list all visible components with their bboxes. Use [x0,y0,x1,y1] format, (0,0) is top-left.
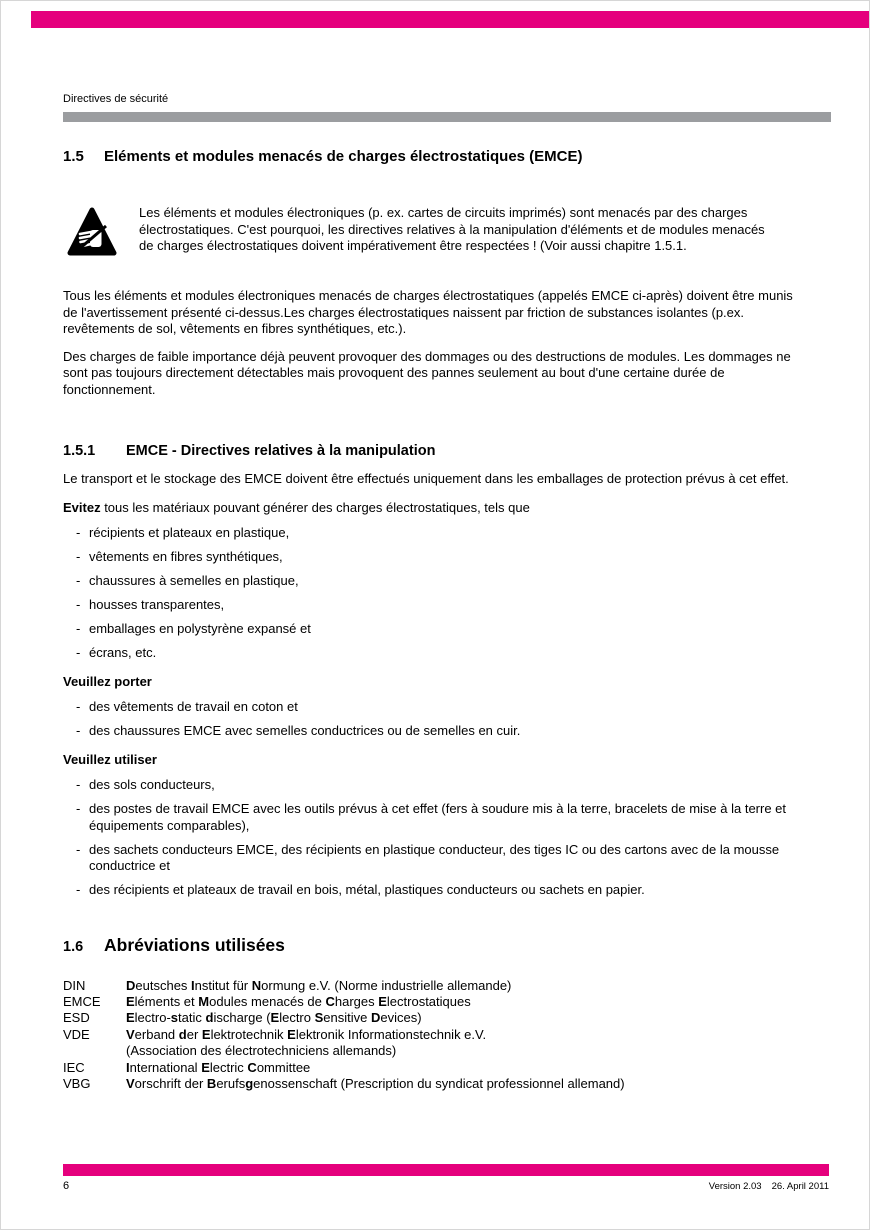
abbreviation-row [63,1010,831,1026]
wear-list [63,699,831,740]
section-title: EMCE - Directives relatives à la manipulation [126,443,436,459]
list-dash: - [76,841,81,857]
running-header: Directives de sécurité [63,93,169,105]
abbreviation-row [63,994,831,1010]
list-item-text: housses transparentes, [89,597,225,612]
abbreviation-row [63,1076,831,1092]
use-list [63,777,831,899]
abbreviation-row [63,1027,831,1043]
list-item [63,597,831,614]
abbreviation-row [63,978,831,994]
abbreviation-row [63,1043,831,1059]
abbreviation-term: DIN [63,977,86,993]
warning-text: Les éléments et modules électroniques (p. ex. cartes de circuits imprimés) sont menacés par des charges électrostatiques. C'est pourquoi, les directives relatives à la manipulation d'éléments et de modules menacés de charges électrostatiques doivent impérativement être respectées ! (Voir aussi chapitre 1.5.1. [139,205,765,253]
version-info [709,1181,829,1192]
avoid-lead: Evitez tous les matériaux pouvant générer des charges électrostatiques, tels que [63,499,530,515]
abbreviation-term: EMCE [63,993,101,1009]
esd-warning-block [63,205,831,259]
abbreviation-term: IEC [63,1059,85,1075]
list-item [63,645,831,662]
list-item-text: écrans, etc. [89,645,157,660]
wear-lead: Veuillez porter [63,673,152,689]
abbreviation-definition: Eléments et Modules menacés de Charges Electrostatiques [126,993,471,1009]
section-number: 1.5.1 [63,443,96,459]
paragraph-esd-intro: Tous les éléments et modules électroniques menacés de charges électrostatiques (appelés EMCE ci-après) doivent être munis de l'avertissement présenté ci-dessus.Les charges électrostatiques naissent par friction de substances isolantes (p.ex. revêtements de sol, vêtements en fibres synthétiques, etc.). [63,288,793,336]
list-dash: - [76,549,81,564]
abbreviation-term: VDE [63,1026,90,1042]
abbreviation-definition: (Association des électrotechniciens allemands) [126,1043,397,1059]
section-1-5-heading [63,148,831,166]
list-dash: - [76,573,81,588]
list-dash: - [76,699,81,714]
list-dash: - [76,597,81,612]
list-item [63,621,831,638]
paragraph-transport: Le transport et le stockage des EMCE doivent être effectués uniquement dans les emballages de protection prévus à cet effet. [63,471,789,486]
section-title: Eléments et modules menacés de charges électrostatiques (EMCE) [104,148,583,165]
list-dash: - [76,801,81,816]
abbreviation-term: VBG [63,1075,91,1091]
abbreviation-definition: Electro-static discharge (Electro Sensitive Devices) [126,1010,422,1026]
list-item-text: récipients et plateaux en plastique, [89,525,290,540]
abbreviation-definition: International Electric Committee [126,1059,311,1075]
list-item [63,842,831,875]
section-number: 1.6 [63,938,84,955]
list-item-text: des sols conducteurs, [89,777,215,792]
abbreviation-definition: Deutsches Institut für Normung e.V. (Norme industrielle allemande) [126,977,512,993]
list-item [63,801,831,834]
list-dash: - [76,777,81,792]
list-item-text: des chaussures EMCE avec semelles conductrices ou de semelles en cuir. [89,723,521,738]
list-item-text: vêtements en fibres synthétiques, [89,549,283,564]
use-lead: Veuillez utiliser [63,751,157,767]
page-number: 6 [63,1180,70,1192]
esd-warning-icon [67,205,117,259]
version-date: 26. April 2011 [771,1181,829,1192]
list-item [63,525,831,542]
list-item [63,699,831,716]
list-item-text: des sachets conducteurs EMCE, des récipients en plastique conducteur, des tiges IC ou des cartons avec de la mousse conductrice et [89,841,780,873]
header-rule [63,112,831,122]
section-1-6-heading [63,935,831,956]
paragraph-esd-damage: Des charges de faible importance déjà peuvent provoquer des dommages ou des destructions de modules. Les dommages ne sont pas toujours directement détectables mais provoquent des pannes seulement au bout d'une certaine durée de fonctionnement. [63,348,791,397]
list-dash: - [76,525,81,540]
list-dash: - [76,723,81,738]
list-item [63,882,831,899]
abbreviation-term: ESD [63,1010,90,1026]
list-item [63,723,831,740]
list-item-text: emballages en polystyrène expansé et [89,621,311,636]
list-item-text: des récipients et plateaux de travail en bois, métal, plastiques conducteurs ou sachets en papier. [89,882,645,897]
page-footer [63,1180,829,1192]
list-item-text: des postes de travail EMCE avec les outils prévus à cet effet (fers à soudure mis à la terre, bracelets de mise à la terre et équipements comparables), [89,801,787,833]
abbreviation-definition: Verband der Elektrotechnik Elektronik Informationstechnik e.V. [126,1026,487,1042]
list-item [63,549,831,566]
abbreviation-definition: Vorschrift der Berufsgenossenschaft (Prescription du syndicat professionnel allemand) [126,1075,625,1091]
section-1-5-1-heading [63,442,831,460]
list-dash: - [76,645,81,660]
avoid-list [63,525,831,662]
list-item [63,777,831,794]
abbreviation-list [63,978,831,1093]
list-dash: - [76,882,81,897]
footer-accent-bar [63,1164,829,1176]
section-number: 1.5 [63,148,84,165]
list-item-text: chaussures à semelles en plastique, [89,573,299,588]
version-label: Version 2.03 [708,1181,762,1192]
list-item [63,573,831,590]
page-content [63,1,831,1092]
list-item-text: des vêtements de travail en coton et [89,699,298,714]
list-dash: - [76,621,81,636]
abbreviation-row [63,1060,831,1076]
section-title: Abréviations utilisées [104,934,285,955]
abbreviation-term [63,1043,126,1059]
